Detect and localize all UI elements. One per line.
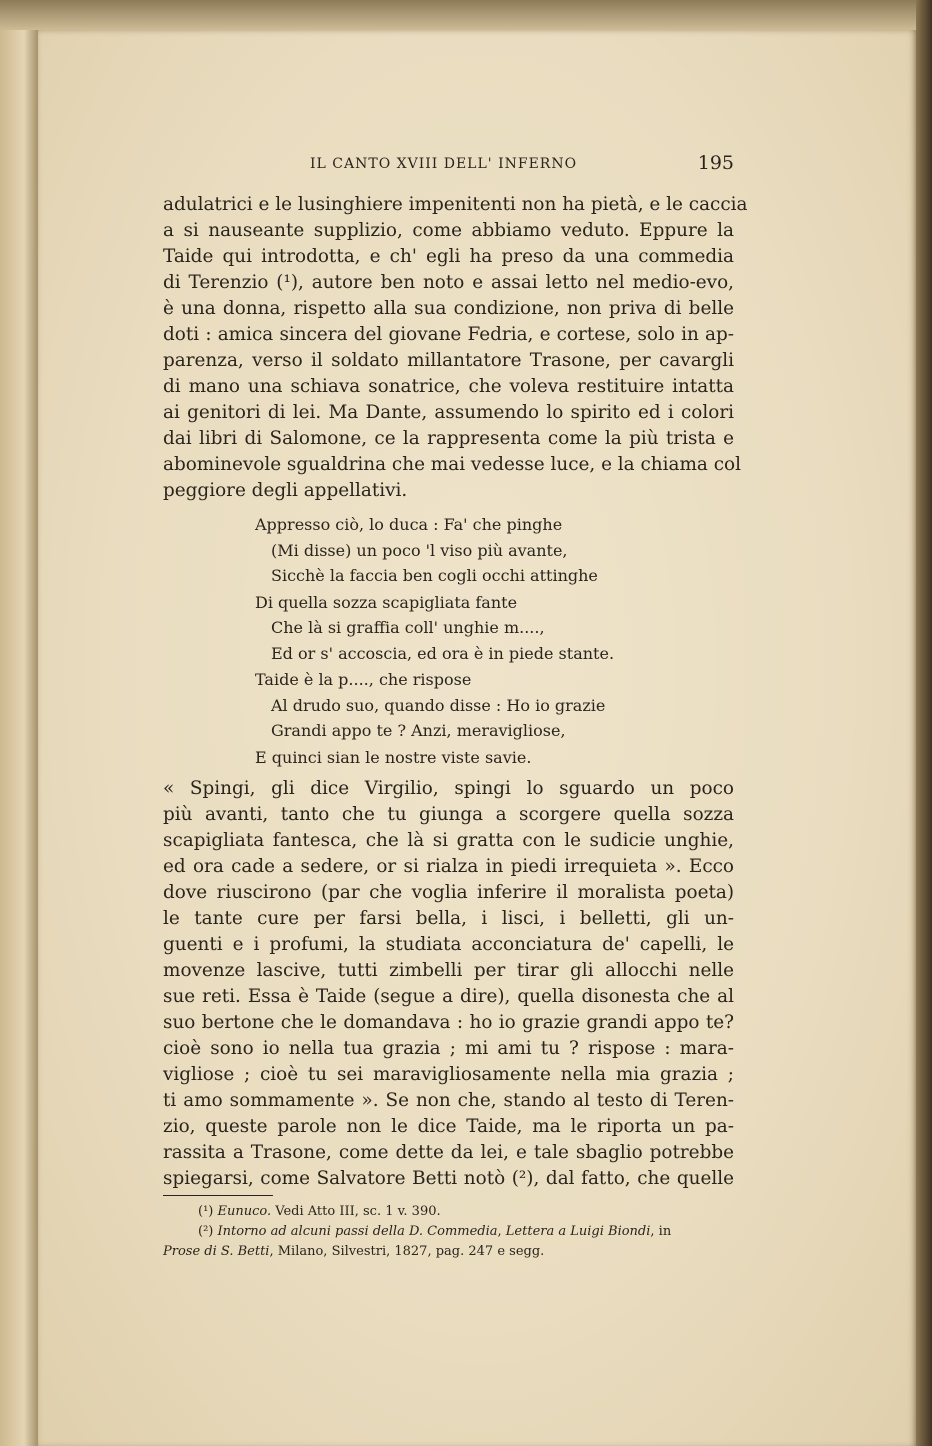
footnote-1: (¹) Eunuco. Vedi Atto III, sc. 1 v. 390. [198, 1204, 441, 1219]
text-line: adulatrici e le lusinghiere impenitenti non ha pietà, e le caccia [163, 194, 748, 215]
text-line: doti : amica sincera del giovane Fedria, e cortese, solo in ap- [163, 324, 734, 345]
page-number: 195 [697, 152, 734, 174]
text-line: zio, queste parole non le dice Taide, ma le riporta un pa- [163, 1116, 734, 1137]
text-line: peggiore degli appellativi. [163, 480, 408, 501]
text-line: ti amo sommamente ». Se non che, stando al testo di Teren- [163, 1090, 734, 1111]
footnote-2-continued: Prose di S. Betti, Milano, Silvestri, 1827, pag. 247 e segg. [163, 1244, 545, 1259]
text-line: vigliose ; cioè tu sei maravigliosamente nella mia grazia ; [163, 1064, 734, 1085]
text-line: ed ora cade a sedere, or si rialza in piedi irrequieta ». Ecco [163, 856, 734, 877]
text-line: ai genitori di lei. Ma Dante, assumendo lo spirito ed i colori [163, 402, 734, 423]
paragraph-1 [163, 192, 748, 504]
verse-quotation [255, 512, 614, 770]
text-line: abominevole sgualdrina che mai vedesse luce, e la chiama col [163, 454, 741, 475]
text-line: più avanti, tanto che tu giunga a scorgere quella sozza [163, 804, 734, 825]
scan-top-border [0, 0, 932, 30]
text-line: « Spingi, gli dice Virgilio, spingi lo sguardo un poco [163, 778, 734, 799]
scan-right-border [916, 0, 932, 1446]
footnotes [163, 1202, 734, 1262]
text-line: Appresso ciò, lo duca : Fa' che pinghe [255, 515, 563, 534]
text-line: Che là si graffia coll' unghie m...., [271, 618, 545, 637]
text-line: suo bertone che le domandava : ho io grazie grandi appo te? [163, 1012, 734, 1033]
running-title: IL CANTO XVIII DELL' INFERNO [310, 156, 578, 172]
text-line: di Terenzio (¹), autore ben noto e assai letto nel medio-evo, [163, 272, 734, 293]
text-line: è una donna, rispetto alla sua condizione, non priva di belle [163, 298, 734, 319]
text-line: (Mi disse) un poco 'l viso più avante, [271, 540, 568, 560]
footnote-rule [163, 1195, 273, 1196]
text-line: dai libri di Salomone, ce la rappresenta come la più trista e [163, 428, 734, 449]
text-line: Grandi appo te ? Anzi, meravigliose, [271, 721, 566, 740]
text-line: Taide qui introdotta, e ch' egli ha preso da una commedia [163, 246, 734, 267]
text-line: rassita a Trasone, come dette da lei, e tale sbaglio potrebbe [163, 1142, 734, 1163]
text-line: Sicchè la faccia ben cogli occhi attinghe [271, 566, 598, 585]
paragraph-2 [163, 776, 734, 1192]
text-line: dove riuscirono (par che voglia inferire il moralista poeta) [163, 882, 734, 903]
text-line: spiegarsi, come Salvatore Betti notò (²), dal fatto, che quelle [163, 1168, 734, 1189]
facing-page-edge [0, 0, 40, 1446]
text-line: Di quella sozza scapigliata fante [255, 592, 518, 612]
text-line: E quinci sian le nostre viste savie. [255, 747, 532, 767]
text-line: scapigliata fantesca, che là si gratta con le sudicie unghie, [163, 830, 734, 851]
text-line: parenza, verso il soldato millantatore Trasone, per cavargli [163, 350, 734, 371]
text-line: Ed or s' accoscia, ed ora è in piede stante. [271, 643, 615, 663]
text-line: Taide è la p...., che rispose [255, 670, 472, 689]
text-line: le tante cure per farsi bella, i lisci, i belletti, gli un- [163, 908, 734, 929]
text-line: movenze lascive, tutti zimbelli per tirar gli allocchi nelle [163, 960, 734, 981]
text-line: sue reti. Essa è Taide (segue a dire), quella disonesta che al [163, 986, 734, 1007]
text-line: a si nauseante supplizio, come abbiamo veduto. Eppure la [163, 220, 734, 241]
text-line: Al drudo suo, quando disse : Ho io grazie [271, 695, 606, 715]
page-header [163, 152, 734, 178]
text-line: di mano una schiava sonatrice, che voleva restituire intatta [163, 376, 734, 397]
footnote-2: (²) Intorno ad alcuni passi della D. Commedia, Lettera a Luigi Biondi, in [198, 1224, 672, 1239]
text-line: cioè sono io nella tua grazia ; mi ami tu ? rispose : mara- [163, 1038, 734, 1059]
text-line: guenti e i profumi, la studiata acconciatura de' capelli, le [163, 934, 734, 955]
